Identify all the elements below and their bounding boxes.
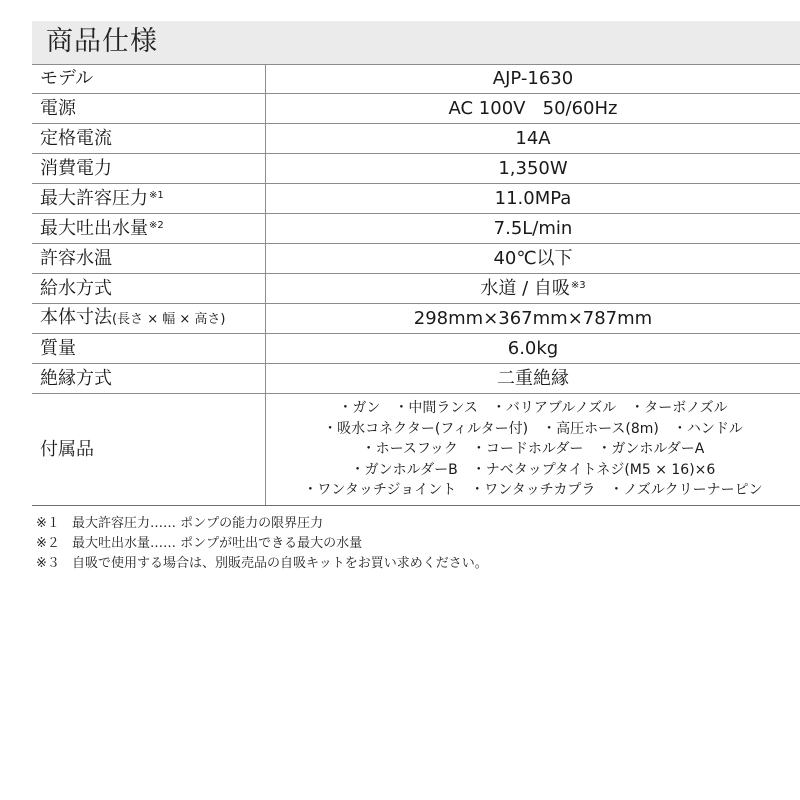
table-row [32, 334, 800, 364]
row-value: 11.0MPa [266, 184, 800, 214]
list-item: ・ワンタッチジョイント ・ワンタッチカプラ ・ノズルクリーナーピン [303, 482, 763, 499]
footnote-ref: ※2 [149, 219, 164, 231]
list-item: ・ガンホルダーB ・ナベタップタイトネジ(M5 × 16)×6 [350, 461, 716, 478]
section-header [32, 21, 800, 65]
footnote-text: 最大吐出水量…… ポンプが吐出できる最大の水量 [72, 536, 363, 551]
row-label: 付属品 [32, 394, 266, 506]
table-row [32, 304, 800, 334]
footnote-ref: ※3 [570, 279, 586, 291]
row-value: 298mm×367mm×787mm [266, 304, 800, 334]
table-row [32, 94, 800, 124]
footnote [36, 534, 796, 554]
row-label: 絶縁方式 [32, 364, 266, 394]
footnote-text: 自吸で使用する場合は、別販売品の自吸キットをお買い求めください。 [72, 556, 488, 571]
footnotes [36, 514, 796, 574]
row-label: 許容水温 [32, 244, 266, 274]
row-value: 1,350W [266, 154, 800, 184]
row-label: 電源 [32, 94, 266, 124]
accessories-list [266, 394, 800, 506]
row-label-cell [32, 214, 266, 244]
table-row [32, 154, 800, 184]
table-row [32, 64, 800, 94]
footnote-mark: ※２ [36, 536, 60, 551]
table-row [32, 274, 800, 304]
table-row [32, 214, 800, 244]
footnote-mark: ※１ [36, 516, 60, 531]
section-title: 商品仕様 [46, 26, 158, 57]
footnote [36, 514, 796, 534]
list-item: ・ガン ・中間ランス ・バリアブルノズル ・ターボノズル [338, 400, 728, 417]
row-value: 7.5L/min [266, 214, 800, 244]
table-row [32, 394, 800, 506]
footnote-ref: ※1 [149, 189, 164, 201]
row-label: 質量 [32, 334, 266, 364]
row-value: 6.0kg [266, 334, 800, 364]
row-value: AC 100V 50/60Hz [266, 94, 800, 124]
row-value: 40℃以下 [266, 244, 800, 274]
row-label-cell [32, 304, 266, 334]
footnote [36, 554, 796, 574]
row-label: 最大許容圧力 [40, 187, 148, 209]
row-label: モデル [32, 64, 266, 94]
footnote-text: 最大許容圧力…… ポンプの能力の限界圧力 [72, 516, 324, 531]
row-label: 給水方式 [32, 274, 266, 304]
list-item: ・吸水コネクター(フィルター付) ・高圧ホース(8m) ・ハンドル [323, 420, 743, 437]
table-row [32, 364, 800, 394]
row-value: 水道 / 自吸 [480, 277, 570, 299]
row-value: 二重絶縁 [266, 364, 800, 394]
spec-table [32, 64, 800, 506]
table-row [32, 184, 800, 214]
row-value-cell [266, 274, 800, 304]
row-label: 最大吐出水量 [40, 217, 148, 239]
row-value: 14A [266, 124, 800, 154]
row-label-note: (長さ × 幅 × 高さ) [112, 311, 226, 327]
row-label: 消費電力 [32, 154, 266, 184]
footnote-mark: ※３ [36, 556, 60, 571]
row-value: AJP-1630 [266, 64, 800, 94]
table-row [32, 124, 800, 154]
list-item: ・ホースフック ・コードホルダー ・ガンホルダーA [361, 441, 705, 458]
row-label: 定格電流 [32, 124, 266, 154]
table-row [32, 244, 800, 274]
row-label: 本体寸法 [40, 306, 112, 328]
row-label-cell [32, 184, 266, 214]
